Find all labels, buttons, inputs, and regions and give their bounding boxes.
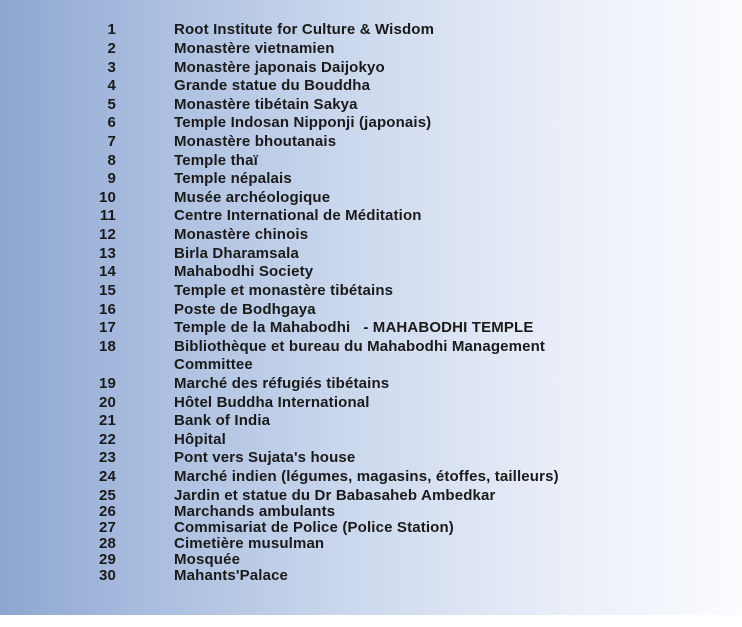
item-label: Monastère bhoutanais — [174, 133, 337, 150]
item-number: 26 — [99, 503, 116, 520]
item-label: Birla Dharamsala — [174, 245, 299, 262]
item-label: Temple de la Mahabodhi - MAHABODHI TEMPLE — [174, 319, 534, 336]
item-number: 16 — [99, 301, 116, 318]
item-number: 21 — [99, 412, 116, 429]
item-label: Marché des réfugiés tibétains — [174, 375, 390, 392]
item-number: 17 — [99, 319, 116, 336]
item-label: Temple Indosan Nipponji (japonais) — [174, 114, 432, 131]
item-label: Temple et monastère tibétains — [174, 282, 394, 299]
item-number: 3 — [107, 59, 116, 76]
item-number: 30 — [99, 567, 116, 584]
item-label: Monastère vietnamien — [174, 40, 335, 57]
item-number: 29 — [99, 551, 116, 568]
item-number: 4 — [107, 77, 116, 94]
item-label: Mahabodhi Society — [174, 263, 314, 280]
item-number: 8 — [107, 152, 116, 169]
item-label: Root Institute for Culture & Wisdom — [174, 21, 435, 38]
item-number: 19 — [99, 375, 116, 392]
item-number: 11 — [99, 207, 116, 224]
item-number: 18 — [99, 338, 116, 355]
item-label: Temple népalais — [174, 170, 292, 187]
item-label: Marchands ambulants — [174, 503, 336, 520]
item-number: 24 — [99, 468, 116, 485]
item-label: Poste de Bodhgaya — [174, 301, 316, 318]
item-number: 12 — [99, 226, 116, 243]
item-label: Bibliothèque et bureau du Mahabodhi Management — [174, 338, 546, 355]
item-label-continuation: Committee — [174, 356, 253, 373]
item-label: Temple thaï — [174, 152, 258, 169]
item-label: Musée archéologique — [174, 189, 331, 206]
item-number: 1 — [107, 21, 116, 38]
item-label: Commisariat de Police (Police Station) — [174, 519, 454, 536]
item-label: Mosquée — [174, 551, 241, 568]
item-label: Mahants'Palace — [174, 567, 289, 584]
item-number: 13 — [99, 245, 116, 262]
item-label: Monastère tibétain Sakya — [174, 96, 358, 113]
item-number: 25 — [99, 487, 116, 504]
item-number: 28 — [99, 535, 116, 552]
item-label: Hôpital — [174, 431, 226, 448]
item-label: Monastère chinois — [174, 226, 309, 243]
item-number: 22 — [99, 431, 116, 448]
item-number: 27 — [99, 519, 116, 536]
item-number: 23 — [99, 449, 116, 466]
item-label: Bank of India — [174, 412, 271, 429]
item-number: 2 — [107, 40, 116, 57]
item-label: Monastère japonais Daijokyo — [174, 59, 385, 76]
item-number: 14 — [99, 263, 116, 280]
item-label: Grande statue du Bouddha — [174, 77, 371, 94]
item-number: 15 — [99, 282, 116, 299]
item-number: 20 — [99, 394, 116, 411]
item-label: Centre International de Méditation — [174, 207, 422, 224]
item-label: Hôtel Buddha International — [174, 394, 370, 411]
item-number: 9 — [107, 170, 116, 187]
item-label: Jardin et statue du Dr Babasaheb Ambedkar — [174, 487, 496, 504]
item-number: 6 — [107, 114, 116, 131]
item-label: Pont vers Sujata's house — [174, 449, 356, 466]
item-number: 5 — [107, 96, 116, 113]
item-label: Marché indien (légumes, magasins, étoffes, tailleurs) — [174, 468, 559, 485]
item-label: Cimetière musulman — [174, 535, 325, 552]
item-number: 7 — [107, 133, 116, 150]
item-number: 10 — [99, 189, 116, 206]
